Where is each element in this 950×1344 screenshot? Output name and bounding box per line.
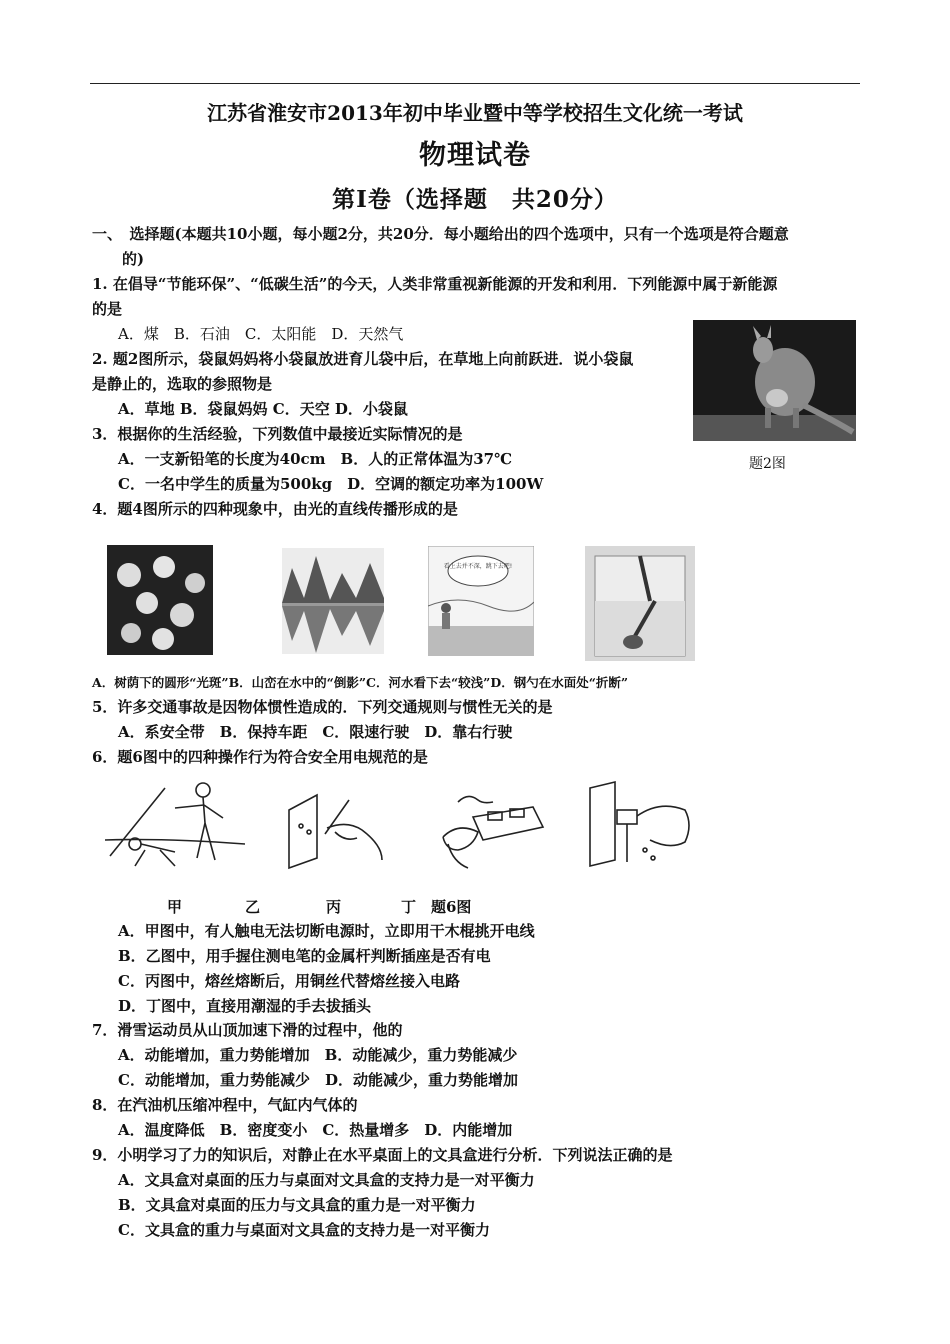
q6-label-bing: 丙 (326, 898, 342, 916)
q1-stem-line1: 1. 在倡导“节能环保”、“低碳生活”的今天，人类非常重视新能源的开发和利用．下列能源中属于新能源 (92, 275, 778, 293)
speech-bubble-text: 看上去并不深，跳下去吧! (443, 563, 513, 570)
shallow-river-figure (428, 546, 534, 656)
q6-label-jia: 甲 (167, 898, 183, 916)
q7-stem: 7．滑雪运动员从山顶加速下滑的过程中，他的 (92, 1021, 403, 1039)
part-title: 第Ⅰ卷（选择题 共20分） (332, 186, 618, 213)
q4-stem: 4．题4图所示的四种现象中，由光的直线传播形成的是 (92, 500, 458, 518)
q3-stem: 3．根据你的生活经验，下列数值中最接近实际情况的是 (92, 425, 463, 443)
q8-options: A．温度降低 B．密度变小 C．热量增多 D．内能增加 (118, 1121, 513, 1139)
q6-label-yi: 乙 (245, 898, 261, 916)
q3-options-2: C．一名中学生的质量为500kg D．空调的额定功率为100W (118, 475, 544, 493)
section-heading-line1: 一、 选择题(本题共10小题，每小题2分，共20分．每小题给出的四个选项中，只有一个选项是符合题意 (92, 225, 789, 243)
q6-option-b: B．乙图中，用手握住测电笔的金属杆判断插座是否有电 (118, 947, 491, 965)
figure-yi-tester (287, 790, 387, 870)
exam-title: 江苏省淮安市2013年初中毕业暨中等学校招生文化统一考试 (207, 101, 743, 125)
q4-options: A．树荫下的圆形“光斑”B．山峦在水中的“倒影”C．河水看下去“较浅”D．钢勺在水面处“折断” (92, 675, 629, 690)
q8-stem: 8．在汽油机压缩冲程中，气缸内气体的 (92, 1096, 358, 1114)
q9-option-b: B．文具盒对桌面的压力与文具盒的重力是一对平衡力 (118, 1196, 476, 1214)
q9-stem: 9．小明学习了力的知识后，对静止在水平桌面上的文具盒进行分析．下列说法正确的是 (92, 1146, 673, 1164)
subject-title: 物理试卷 (419, 140, 531, 171)
q1-options: A．煤 B．石油 C．太阳能 D．天然气 (118, 325, 404, 343)
q6-figure-caption: 题6图 (431, 898, 472, 916)
q7-options-2: C．动能增加，重力势能减少 D．动能减少，重力势能增加 (118, 1071, 518, 1089)
q2-options: A．草地 B．袋鼠妈妈 C．天空 D．小袋鼠 (118, 400, 408, 418)
spoon-glass-figure (585, 546, 695, 661)
q6-stem: 6．题6图中的四种操作行为符合安全用电规范的是 (92, 748, 428, 766)
q9-option-c: C．文具盒的重力与桌面对文具盒的支持力是一对平衡力 (118, 1221, 490, 1239)
q2-stem-line1: 2. 题2图所示，袋鼠妈妈将小袋鼠放进育儿袋中后，在草地上向前跃进．说小袋鼠 (92, 350, 634, 368)
mountain-reflection-figure (282, 548, 384, 654)
q6-option-d: D．丁图中，直接用潮湿的手去拔插头 (118, 997, 372, 1015)
q5-options: A．系安全带 B．保持车距 C．限速行驶 D．靠右行驶 (118, 723, 513, 741)
figure-bing-fuse (438, 782, 548, 870)
section-heading-line2: 的) (122, 250, 145, 268)
top-rule (90, 83, 860, 84)
q9-option-a: A．文具盒对桌面的压力与桌面对文具盒的支持力是一对平衡力 (118, 1171, 535, 1189)
q2-stem-line2: 是静止的，选取的参照物是 (92, 375, 273, 393)
q1-stem-line2: 的是 (92, 300, 123, 318)
q6-option-c: C．丙图中，熔丝熔断后，用铜丝代替熔丝接入电路 (118, 972, 460, 990)
figure-ding-plug (585, 780, 695, 870)
q3-options-1: A．一支新铅笔的长度为40cm B．人的正常体温为37℃ (118, 450, 513, 468)
q5-stem: 5．许多交通事故是因物体惯性造成的．下列交通规则与惯性无关的是 (92, 698, 553, 716)
q7-options-1: A．动能增加，重力势能增加 B．动能减少，重力势能减少 (118, 1046, 518, 1064)
q6-option-a: A．甲图中，有人触电无法切断电源时，立即用干木棍挑开电线 (118, 922, 535, 940)
light-spots-figure (107, 545, 213, 655)
q2-figure-caption: 题2图 (749, 456, 786, 472)
kangaroo-figure (693, 320, 856, 441)
figure-jia-stick (105, 778, 245, 870)
q6-label-ding: 丁 (401, 898, 417, 916)
